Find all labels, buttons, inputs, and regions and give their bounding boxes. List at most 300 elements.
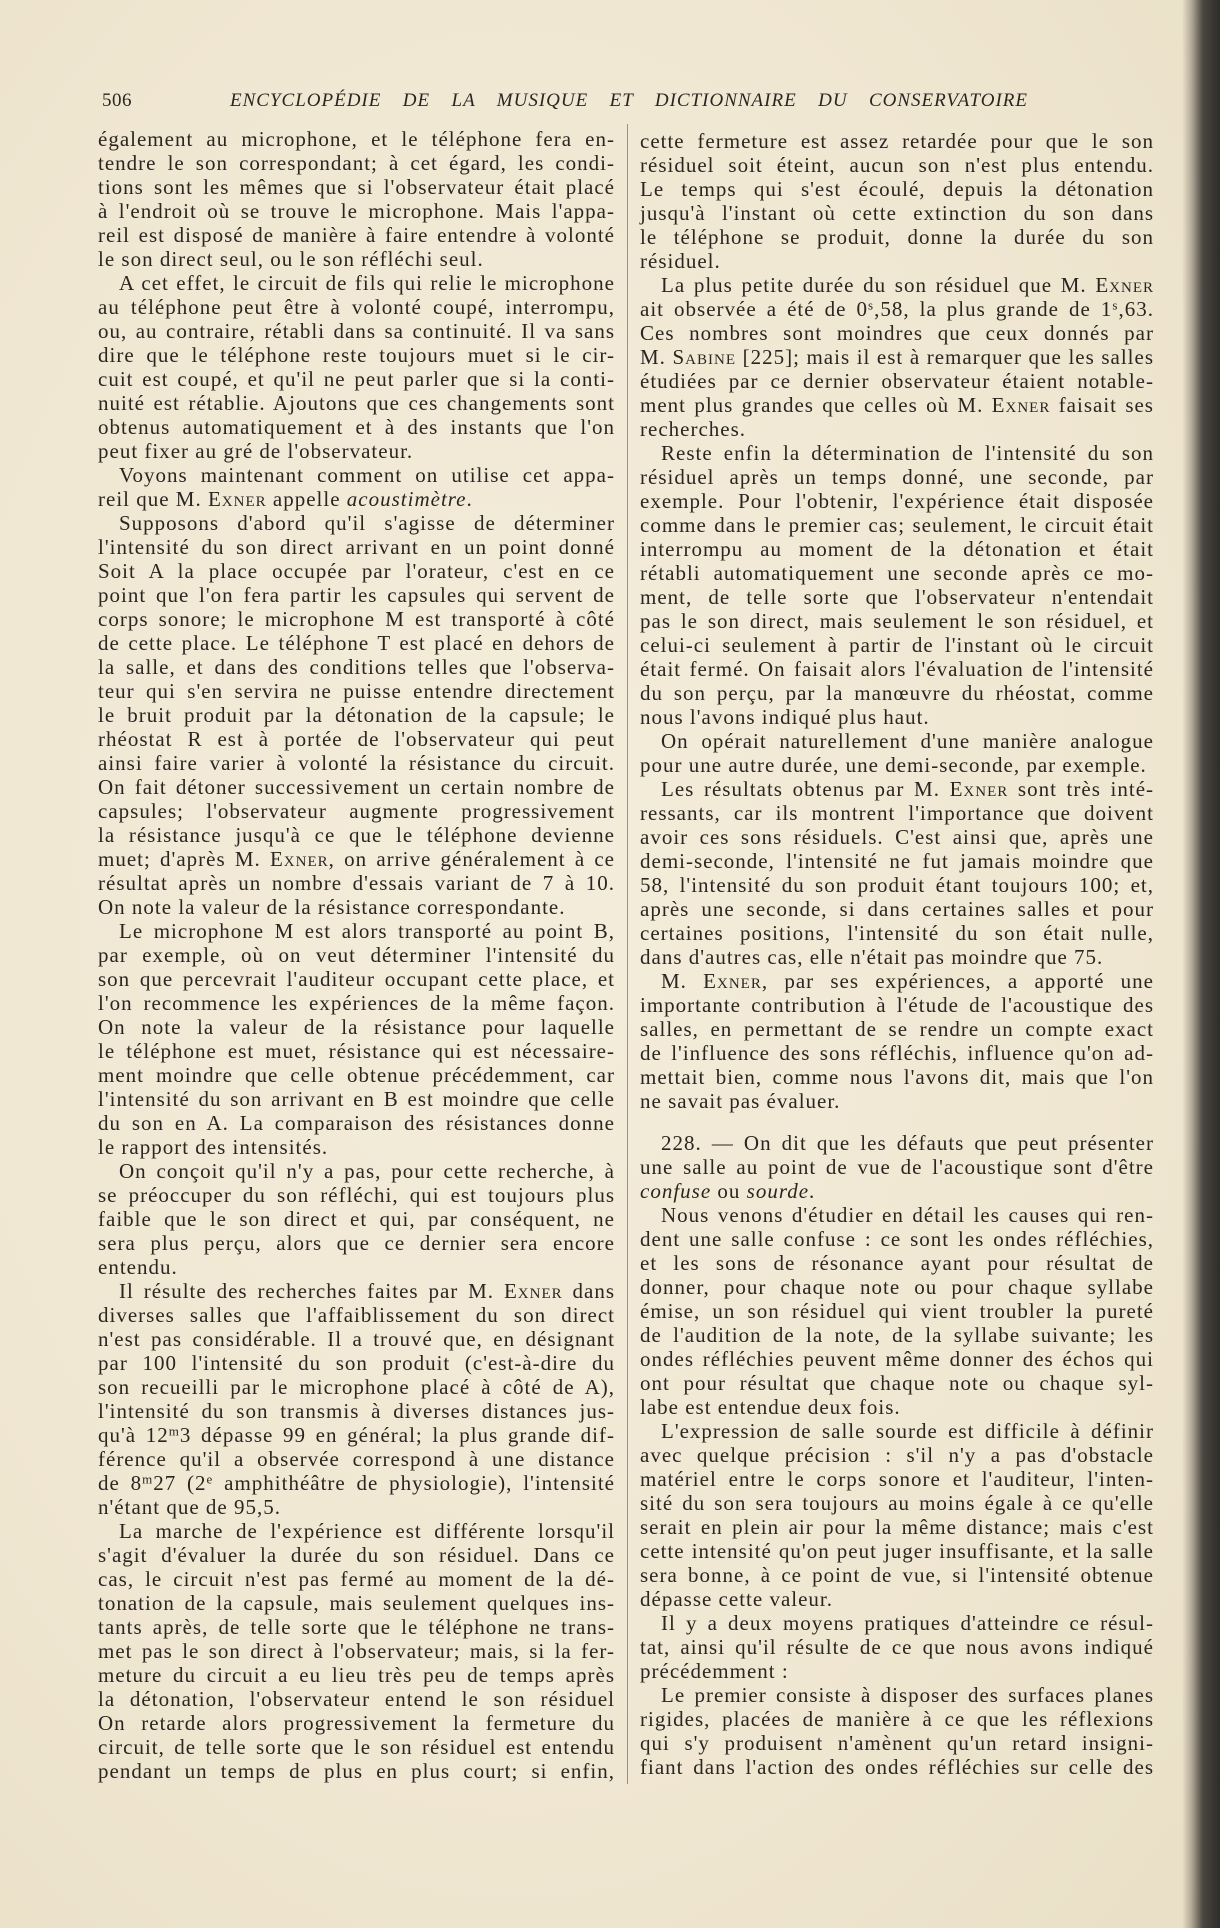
text-run: résultat après un nombre d'essais variant de 7 à 10.	[98, 871, 615, 895]
text-line	[98, 127, 615, 151]
text-line	[640, 1347, 1154, 1371]
small-caps-name: Exner	[207, 487, 267, 511]
text-run: nuité est rétablie. Ajoutons que ces changements sont	[98, 391, 615, 415]
text-run: sera bonne, à ce point de vue, si l'intensité obtenue	[640, 1563, 1154, 1587]
text-line	[640, 1419, 1154, 1443]
text-line	[640, 681, 1154, 705]
text-run: pendant un temps de plus en plus court; si enfin,	[98, 1759, 615, 1783]
page-number: 506	[102, 90, 132, 111]
text-run: ment moindre que celle obtenue précédemment, car	[98, 1063, 615, 1087]
text-run: certaines positions, l'intensité du son était nulle,	[640, 921, 1154, 945]
paragraph	[640, 441, 1154, 729]
text-run: précédemment :	[640, 1659, 789, 1683]
text-run: 228. — On dit que les défauts que peut présenter	[661, 1131, 1154, 1155]
text-run: demi-seconde, l'intensité ne fut jamais moindre que	[640, 849, 1154, 873]
text-run: On conçoit qu'il n'y a pas, pour cette recherche, à	[119, 1159, 615, 1183]
text-run: résiduel soit éteint, aucun son n'est plus entendu.	[640, 153, 1154, 177]
text-run: au téléphone peut être à volonté coupé, interrompu,	[98, 295, 615, 319]
text-run: 27 (2	[153, 1471, 207, 1495]
superscript: e	[206, 1471, 214, 1487]
text-run: matériel entre le corps sonore et l'auditeur, l'inten-	[640, 1467, 1154, 1491]
text-line	[98, 751, 615, 775]
text-run: et les sons de résonance ayant pour résultat de	[640, 1251, 1154, 1275]
text-run: reil est disposé de manière à faire entendre à volonté	[98, 223, 615, 247]
small-caps-name: Exner	[703, 969, 762, 993]
text-run: tants après, de telle sorte que le téléphone ne trans-	[98, 1615, 615, 1639]
text-run: La marche de l'expérience est différente lorsqu'il	[119, 1519, 615, 1543]
text-line	[98, 559, 615, 583]
text-line	[98, 1471, 615, 1495]
text-line	[98, 1039, 615, 1063]
text-run: dans	[562, 1279, 615, 1303]
text-line	[98, 991, 615, 1015]
text-line	[640, 249, 1154, 273]
text-line	[640, 825, 1154, 849]
text-line	[640, 441, 1154, 465]
text-line	[640, 1227, 1154, 1251]
text-line	[640, 489, 1154, 513]
text-line	[98, 607, 615, 631]
text-line	[98, 967, 615, 991]
text-line	[98, 247, 615, 271]
text-run: la détonation, l'observateur entend le son résiduel	[98, 1687, 615, 1711]
text-run: met pas le son direct à l'observateur; mais, si la fer-	[98, 1639, 615, 1663]
text-line	[640, 945, 1154, 969]
text-run: à l'endroit où se trouve le microphone. Mais l'appa-	[98, 199, 615, 223]
text-line	[640, 1041, 1154, 1065]
text-run: de l'influence des sons réfléchis, influence qu'on ad-	[640, 1041, 1154, 1065]
text-run: peut fixer au gré de l'observateur.	[98, 439, 414, 463]
text-line	[98, 727, 615, 751]
text-run: ondes réfléchies peuvent même donner des échos qui	[640, 1347, 1154, 1371]
text-line	[640, 777, 1154, 801]
text-run: appelle	[266, 487, 347, 511]
text-run: Il y a deux moyens pratiques d'atteindre ce résul-	[661, 1611, 1154, 1635]
text-line	[98, 1543, 615, 1567]
text-line	[98, 1255, 615, 1279]
text-line	[640, 369, 1154, 393]
text-line	[640, 729, 1154, 753]
text-run: Voyons maintenant comment on utilise cet appa-	[119, 463, 615, 487]
paragraph	[640, 777, 1154, 969]
text-run: Les résultats obtenus par M.	[661, 777, 950, 801]
text-run: du son perçu, par la manœuvre du rhéostat, comme	[640, 681, 1154, 705]
paragraph	[98, 463, 615, 511]
paragraph	[98, 1279, 615, 1519]
text-run: ,58, la plus grande de 1	[874, 297, 1113, 321]
small-caps-name: Exner	[503, 1279, 563, 1303]
text-line	[640, 801, 1154, 825]
text-line	[640, 561, 1154, 585]
text-run: résiduel après un temps donné, une seconde, par	[640, 465, 1154, 489]
text-line	[98, 799, 615, 823]
text-run: ment plus grandes que celles où M.	[640, 393, 992, 417]
text-line	[640, 273, 1154, 297]
text-run: interrompu au moment de la détonation et était	[640, 537, 1154, 561]
text-run: cette fermeture est assez retardée pour que le son	[640, 129, 1154, 153]
text-line	[640, 153, 1154, 177]
text-run: faisait ses	[1050, 393, 1154, 417]
text-line	[98, 415, 615, 439]
text-line	[98, 199, 615, 223]
text-line	[98, 1639, 615, 1663]
text-run: On retarde alors progressivement la fermeture du	[98, 1711, 615, 1735]
text-line	[98, 1519, 615, 1543]
text-line	[640, 1017, 1154, 1041]
text-line	[98, 823, 615, 847]
text-run: capsules; l'observateur augmente progressivement	[98, 799, 615, 823]
superscript: s	[1112, 297, 1119, 313]
text-run: M.	[661, 969, 704, 993]
text-line	[98, 1495, 615, 1519]
text-line	[640, 513, 1154, 537]
text-line	[98, 511, 615, 535]
text-line	[98, 1615, 615, 1639]
text-run: ne savait pas évaluer.	[640, 1089, 841, 1113]
text-run: On note la valeur de la résistance pour laquelle	[98, 1015, 615, 1039]
text-run: Le microphone M est alors transporté au point B,	[119, 919, 615, 943]
text-run: de cette place. Le téléphone T est placé en dehors de	[98, 631, 615, 655]
text-run: .	[466, 487, 473, 511]
superscript: m	[168, 1423, 180, 1439]
text-line	[640, 1707, 1154, 1731]
text-line	[640, 657, 1154, 681]
text-line	[640, 633, 1154, 657]
left-column	[98, 127, 615, 1783]
text-line	[98, 919, 615, 943]
text-line	[98, 1303, 615, 1327]
small-caps-name: Exner	[1095, 273, 1154, 297]
text-run: tions sont les mêmes que si l'observateur était placé	[98, 175, 615, 199]
text-run: , on arrive généralement à ce	[328, 847, 615, 871]
text-run: le téléphone se produit, donne la durée du son	[640, 225, 1154, 249]
paragraph	[98, 127, 615, 271]
text-run: exemple. Pour l'obtenir, l'expérience était disposée	[640, 489, 1154, 513]
text-line	[98, 1423, 615, 1447]
text-run: diverses salles que l'affaiblissement du son direct	[98, 1303, 615, 1327]
text-run: sera plus perçu, alors que ce dernier sera encore	[98, 1231, 615, 1255]
text-run: ont pour résultat que chaque note ou chaque syl-	[640, 1371, 1154, 1395]
text-line	[98, 1279, 615, 1303]
text-run: Soit A la place occupée par l'orateur, c'est en ce	[98, 559, 615, 583]
text-run: A cet effet, le circuit de fils qui relie le microphone	[119, 271, 615, 295]
text-run: serait en plein air pour la même distance; mais c'est	[640, 1515, 1154, 1539]
text-line	[98, 391, 615, 415]
text-line	[98, 1399, 615, 1423]
text-run: salles, en permettant de se rendre un compte exact	[640, 1017, 1154, 1041]
text-line	[640, 1251, 1154, 1275]
small-caps-name: Sabine	[672, 345, 737, 369]
text-line	[640, 609, 1154, 633]
text-run: muet; d'après M.	[98, 847, 270, 871]
paragraph	[640, 1683, 1154, 1779]
text-run: ainsi faire varier à volonté la résistance du circuit.	[98, 751, 615, 775]
italic-term: confuse	[640, 1179, 712, 1203]
text-run: de 8	[98, 1471, 143, 1495]
text-line	[98, 1759, 615, 1783]
text-run: corps sonore; le microphone M est transporté à côté	[98, 607, 615, 631]
text-line	[640, 201, 1154, 225]
small-caps-name: Exner	[269, 847, 329, 871]
text-run: Il résulte des recherches faites par M.	[119, 1279, 504, 1303]
text-line	[98, 319, 615, 343]
text-line	[98, 631, 615, 655]
text-line	[98, 1591, 615, 1615]
text-line	[98, 1087, 615, 1111]
text-line	[640, 1467, 1154, 1491]
text-line	[640, 1755, 1154, 1779]
text-run: par exemple, où on veut déterminer l'intensité du	[98, 943, 615, 967]
text-run: rhéostat R est à portée de l'observateur qui peut	[98, 727, 615, 751]
text-line	[98, 1447, 615, 1471]
text-run: tat, ainsi qu'il résulte de ce que nous avons indiqué	[640, 1635, 1154, 1659]
text-run: pas le son direct, mais seulement le son résiduel, et	[640, 609, 1154, 633]
text-line	[640, 297, 1154, 321]
italic-term: sourde	[746, 1179, 810, 1203]
text-line	[98, 1687, 615, 1711]
text-line	[640, 1659, 1154, 1683]
text-run: cuit est coupé, et qu'il ne peut parler que si la conti-	[98, 367, 615, 391]
text-line	[640, 753, 1154, 777]
text-run: On opérait naturellement d'une manière analogue	[661, 729, 1154, 753]
text-run: le rapport des intensités.	[98, 1135, 329, 1159]
superscript: m	[142, 1471, 154, 1487]
paragraph	[98, 271, 615, 463]
column-rule	[627, 124, 628, 1784]
text-run: son recueilli par le microphone placé à côté de A),	[98, 1375, 615, 1399]
text-line	[640, 1179, 1154, 1203]
small-caps-name: Exner	[991, 393, 1051, 417]
text-run: le bruit produit par la détonation de la capsule; le	[98, 703, 615, 727]
text-line	[640, 705, 1154, 729]
text-run: cas, le circuit n'est pas fermé au moment de la dé-	[98, 1567, 615, 1591]
text-line	[640, 1443, 1154, 1467]
text-line	[98, 463, 615, 487]
text-run: qui s'y produisent n'amènent qu'un retard insigni-	[640, 1731, 1154, 1755]
text-line	[640, 1065, 1154, 1089]
text-line	[98, 1207, 615, 1231]
superscript: s	[867, 297, 875, 313]
running-title: ENCYCLOPÉDIE DE LA MUSIQUE ET DICTIONNAIRE DU CONSERVATOIRE	[230, 90, 1028, 111]
text-run: qu'à 12	[98, 1423, 169, 1447]
text-line	[640, 897, 1154, 921]
text-line	[98, 175, 615, 199]
text-line	[640, 465, 1154, 489]
text-line	[98, 943, 615, 967]
text-run: n'est pas considérable. Il a trouvé que, en désignant	[98, 1327, 615, 1351]
text-run: importante contribution à l'étude de l'acoustique des	[640, 993, 1154, 1017]
text-run: son que percevrait l'auditeur occupant cette place, et	[98, 967, 615, 991]
text-line	[640, 1395, 1154, 1419]
paragraph	[640, 1203, 1154, 1419]
text-run: labe est entendue deux fois.	[640, 1395, 901, 1419]
paragraph	[640, 1419, 1154, 1611]
text-run: la résistance jusqu'à ce que le téléphone devienne	[98, 823, 615, 847]
text-run: meture du circuit a eu lieu très peu de temps après	[98, 1663, 615, 1687]
paragraph	[98, 919, 615, 1159]
text-run: étudiées par ce dernier observateur étaient notable-	[640, 369, 1154, 393]
text-line	[640, 1539, 1154, 1563]
text-line	[98, 367, 615, 391]
text-run: l'on recommence les expériences de la même façon.	[98, 991, 615, 1015]
text-run: sont très inté-	[1008, 777, 1155, 801]
text-line	[640, 177, 1154, 201]
text-line	[98, 1063, 615, 1087]
text-line	[98, 1327, 615, 1351]
right-column	[640, 129, 1154, 1779]
text-run: Le temps qui s'est écoulé, depuis la détonation	[640, 177, 1154, 201]
text-run: n'étant que de 95,5.	[98, 1495, 281, 1519]
text-line	[98, 223, 615, 247]
text-line	[98, 271, 615, 295]
text-line	[640, 1683, 1154, 1707]
text-line	[640, 1131, 1154, 1155]
text-run: point que l'on fera partir les capsules qui servent de	[98, 583, 615, 607]
text-run: Le premier consiste à disposer des surfaces planes	[661, 1683, 1154, 1707]
text-line	[640, 1491, 1154, 1515]
page-edge-shadow	[1182, 0, 1220, 1928]
text-run: faible que le son direct et qui, par conséquent, ne	[98, 1207, 615, 1231]
text-line	[98, 871, 615, 895]
text-run: férence qu'il a observée correspond à une distance	[98, 1447, 615, 1471]
text-run: ou, au contraire, rétabli dans sa continuité. Il va sans	[98, 319, 615, 343]
text-line	[98, 1135, 615, 1159]
text-run: par 100 l'intensité du son produit (c'est-à-dire du	[98, 1351, 615, 1375]
text-run: 3 dépasse 99 en général; la plus grande dif-	[179, 1423, 615, 1447]
text-line	[640, 321, 1154, 345]
text-line	[98, 1159, 615, 1183]
text-line	[640, 1275, 1154, 1299]
text-run: nous l'avons indiqué plus haut.	[640, 705, 930, 729]
text-run: , par ses expériences, a apporté une	[761, 969, 1154, 993]
paragraph	[640, 129, 1154, 273]
text-line	[640, 993, 1154, 1017]
text-line	[98, 1711, 615, 1735]
text-line	[98, 1663, 615, 1687]
text-run: ment, de telle sorte que l'observateur n'entendait	[640, 585, 1154, 609]
text-line	[98, 295, 615, 319]
text-line	[98, 775, 615, 799]
text-run: circuit, de telle sorte que le son résiduel est entendu	[98, 1735, 615, 1759]
small-caps-name: Exner	[949, 777, 1009, 801]
text-run: dire que le téléphone reste toujours muet si le cir-	[98, 343, 615, 367]
text-run: comme dans le premier cas; seulement, le circuit était	[640, 513, 1154, 537]
text-line	[98, 343, 615, 367]
text-run: rétabli automatiquement une seconde après ce mo-	[640, 561, 1154, 585]
text-line	[98, 439, 615, 463]
text-run: On fait détoner successivement un certain nombre de	[98, 775, 615, 799]
text-run: recherches.	[640, 417, 747, 441]
text-run: entendu.	[98, 1255, 178, 1279]
text-line	[98, 679, 615, 703]
text-run: avoir ces sons résiduels. C'est ainsi que, après une	[640, 825, 1154, 849]
text-line	[640, 345, 1154, 369]
text-line	[640, 1611, 1154, 1635]
text-line	[640, 1563, 1154, 1587]
text-run: le son direct seul, ou le son réfléchi seul.	[98, 247, 484, 271]
text-run: La plus petite durée du son résiduel que M.	[661, 273, 1096, 297]
text-line	[98, 1567, 615, 1591]
section-paragraph	[640, 1131, 1154, 1203]
text-run: l'intensité du son arrivant en B est moindre que celle	[98, 1087, 615, 1111]
text-run: [225]; mais il est à remarquer que les salles	[736, 345, 1154, 369]
text-run: une salle au point de vue de l'acoustique sont d'être	[640, 1155, 1154, 1179]
text-line	[640, 1323, 1154, 1347]
text-line	[98, 487, 615, 511]
text-line	[640, 1089, 1154, 1113]
text-run: pour une autre durée, une demi-seconde, par exemple.	[640, 753, 1147, 777]
text-line	[640, 873, 1154, 897]
text-run: du son en A. La comparaison des résistances donne	[98, 1111, 615, 1135]
paragraph	[640, 1611, 1154, 1683]
text-run: donner, pour chaque note ou pour chaque syllabe	[640, 1275, 1154, 1299]
text-line	[640, 585, 1154, 609]
text-run: le téléphone est muet, résistance qui est nécessaire-	[98, 1039, 615, 1063]
text-run: s'agit d'évaluer la durée du son résiduel. Dans ce	[98, 1543, 615, 1567]
text-line	[640, 537, 1154, 561]
text-run: résiduel.	[640, 249, 721, 273]
text-line	[98, 535, 615, 559]
text-line	[640, 921, 1154, 945]
text-run: ressants, car ils montrent l'importance que doivent	[640, 801, 1154, 825]
text-line	[98, 1183, 615, 1207]
text-run: celui-ci seulement à partir de l'instant où le circuit	[640, 633, 1154, 657]
text-run: L'expression de salle sourde est difficile à définir	[661, 1419, 1154, 1443]
text-run: Ces nombres sont moindres que ceux donnés par	[640, 321, 1154, 345]
text-line	[98, 583, 615, 607]
text-run: sité du son sera toujours au moins égale à ce qu'elle	[640, 1491, 1154, 1515]
text-run: Nous venons d'étudier en détail les causes qui ren-	[661, 1203, 1154, 1227]
text-run: On note la valeur de la résistance correspondante.	[98, 895, 566, 919]
text-run: Supposons d'abord qu'il s'agisse de déterminer	[119, 511, 615, 535]
text-line	[98, 1351, 615, 1375]
text-run: après une seconde, si dans certaines salles et pour	[640, 897, 1154, 921]
text-run: cette intensité qu'on peut juger insuffisante, et la salle	[640, 1539, 1154, 1563]
text-line	[98, 847, 615, 871]
text-run: ait observée a été de 0	[640, 297, 868, 321]
text-line	[640, 849, 1154, 873]
text-run: l'intensité du son direct arrivant en un point donné	[98, 535, 615, 559]
text-line	[98, 1015, 615, 1039]
text-run: tonation de la capsule, mais seulement quelques ins-	[98, 1591, 615, 1615]
text-run: ou	[711, 1179, 747, 1203]
text-run: fiant dans l'action des ondes réfléchies sur celle des	[640, 1755, 1154, 1779]
text-line	[640, 393, 1154, 417]
paragraph	[640, 729, 1154, 777]
text-line	[640, 969, 1154, 993]
text-line	[640, 1587, 1154, 1611]
text-line	[640, 417, 1154, 441]
italic-term: acoustimètre	[346, 487, 467, 511]
text-run: rigides, placées de manière à ce que les réflexions	[640, 1707, 1154, 1731]
text-line	[640, 1731, 1154, 1755]
text-run: également au microphone, et le téléphone fera en-	[98, 127, 615, 151]
text-run: l'intensité du son transmis à diverses distances jus-	[98, 1399, 615, 1423]
paragraph	[640, 273, 1154, 441]
text-run: M.	[640, 345, 673, 369]
text-run: obtenus automatiquement et à des instants que l'on	[98, 415, 615, 439]
paragraph	[640, 969, 1154, 1113]
paragraph	[98, 1159, 615, 1279]
text-line	[98, 703, 615, 727]
text-line	[98, 895, 615, 919]
text-run: était fermé. On faisait alors l'évaluation de l'intensité	[640, 657, 1154, 681]
text-line	[640, 1515, 1154, 1539]
text-run: se préoccuper du son réfléchi, qui est toujours plus	[98, 1183, 615, 1207]
text-line	[640, 225, 1154, 249]
paragraph	[98, 511, 615, 919]
text-line	[98, 151, 615, 175]
